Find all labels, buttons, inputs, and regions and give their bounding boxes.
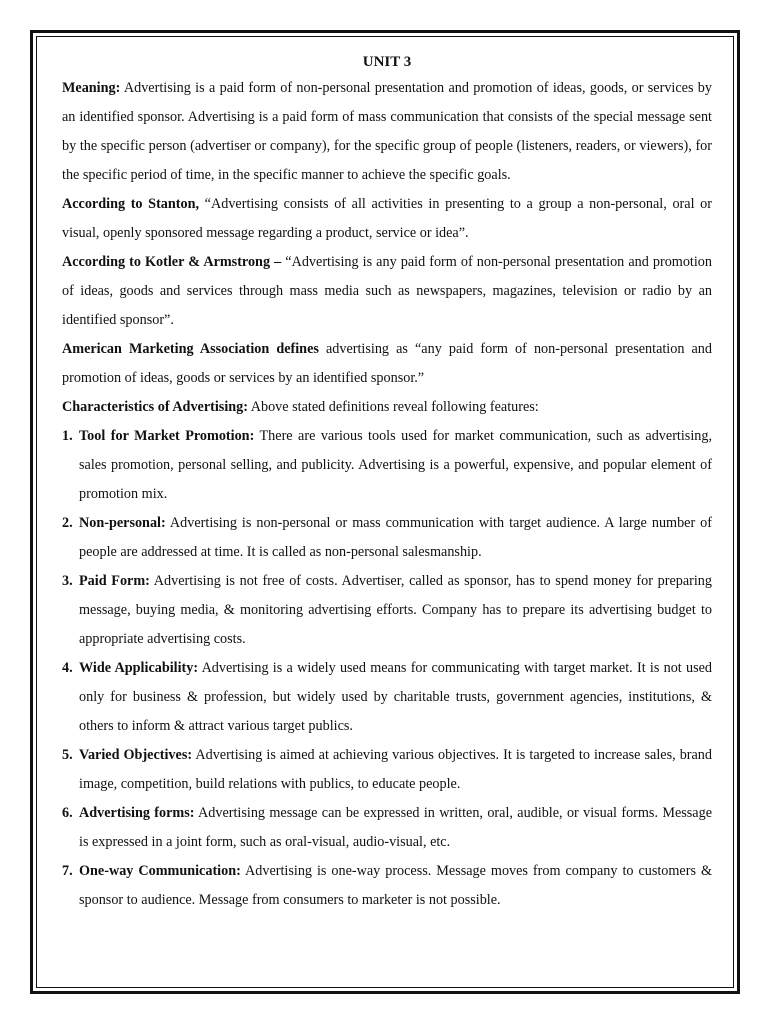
list-item-text: Advertising is a widely used means for communicating with target market. It is not used only for business & profession, but widely used by charitable trusts, government agencies, institutions, & others to inform & attract various target publics. (79, 660, 712, 734)
list-number: 4. (62, 660, 73, 676)
page-title: UNIT 3 (362, 54, 412, 70)
paragraph-label: According to Stanton, (62, 196, 200, 212)
list-item-label: Paid Form: (79, 573, 150, 589)
paragraph-text: “Advertising is any paid form of non-personal presentation and promotion of ideas, goods and services through mass media such as newspapers, magazines, television or radio by an identified sponsor”. (62, 254, 712, 328)
list-item (62, 799, 712, 857)
list-number: 3. (62, 573, 73, 589)
paragraph-characteristics (62, 393, 712, 422)
paragraph-text: “Advertising consists of all activities in presenting to a group a non-personal, oral or visual, openly sponsored message regarding a product, service or idea”. (62, 196, 712, 241)
paragraph-kotler (62, 248, 712, 335)
list-item (62, 509, 712, 567)
paragraph-text: advertising as “any paid form of non-personal presentation and promotion of ideas, goods or services by an identified sponsor.” (62, 341, 712, 386)
list-item-label: One-way Communication: (79, 863, 241, 879)
paragraph-label: Characteristics of Advertising: (62, 399, 248, 415)
list-number: 7. (62, 863, 73, 879)
list-item (62, 857, 712, 915)
paragraph-text: Above stated definitions reveal following features: (247, 399, 539, 415)
paragraph-label: Meaning: (62, 80, 121, 96)
feature-list (62, 422, 712, 915)
list-item-text: Advertising is non-personal or mass communication with target audience. A large number of people are addressed at time. It is called as non-personal salesmanship. (79, 515, 712, 560)
list-item-label: Tool for Market Promotion: (79, 428, 255, 444)
list-number: 5. (62, 747, 73, 763)
list-item-label: Non-personal: (79, 515, 166, 531)
list-item (62, 741, 712, 799)
list-number: 6. (62, 805, 73, 821)
paragraph-label: American Marketing Association defines (62, 341, 319, 357)
paragraph-label: According to Kotler & Armstrong – (62, 254, 282, 270)
paragraph-ama (62, 335, 712, 393)
list-item-text: There are various tools used for market communication, such as advertising, sales promotion, personal selling, and publicity. Advertising is a powerful, expensive, and popular element of promotion mix. (79, 428, 712, 502)
list-item-text: Advertising is not free of costs. Advertiser, called as sponsor, has to spend money for preparing message, buying media, & monitoring advertising efforts. Company has to prepare its advertising budget to appropriate advertising costs. (79, 573, 712, 647)
list-item-label: Wide Applicability: (79, 660, 199, 676)
list-item-label: Varied Objectives: (79, 747, 193, 763)
list-item-text: Advertising message can be expressed in written, oral, audible, or visual forms. Message is expressed in a joint form, such as oral-visual, audio-visual, etc. (79, 805, 712, 850)
list-number: 1. (62, 428, 73, 444)
paragraph-meaning (62, 74, 712, 190)
list-item-text: Advertising is aimed at achieving various objectives. It is targeted to increase sales, brand image, competition, build relations with publics, to educate people. (79, 747, 712, 792)
list-item (62, 567, 712, 654)
list-item-label: Advertising forms: (79, 805, 195, 821)
paragraph-text: Advertising is a paid form of non-personal presentation and promotion of ideas, goods, or services by an identified sponsor. Advertising is a paid form of mass communication that consists of the special message sent by the specific person (advertiser or company), for the specific group of people (listeners, readers, or viewers), for the specific period of time, in the specific manner to achieve the specific goals. (62, 80, 712, 183)
document-body (62, 50, 712, 915)
paragraph-stanton (62, 190, 712, 248)
list-item (62, 422, 712, 509)
list-item-text: Advertising is one-way process. Message moves from company to customers & sponsor to audience. Message from consumers to marketer is not possible. (79, 863, 712, 908)
list-number: 2. (62, 515, 73, 531)
list-item (62, 654, 712, 741)
